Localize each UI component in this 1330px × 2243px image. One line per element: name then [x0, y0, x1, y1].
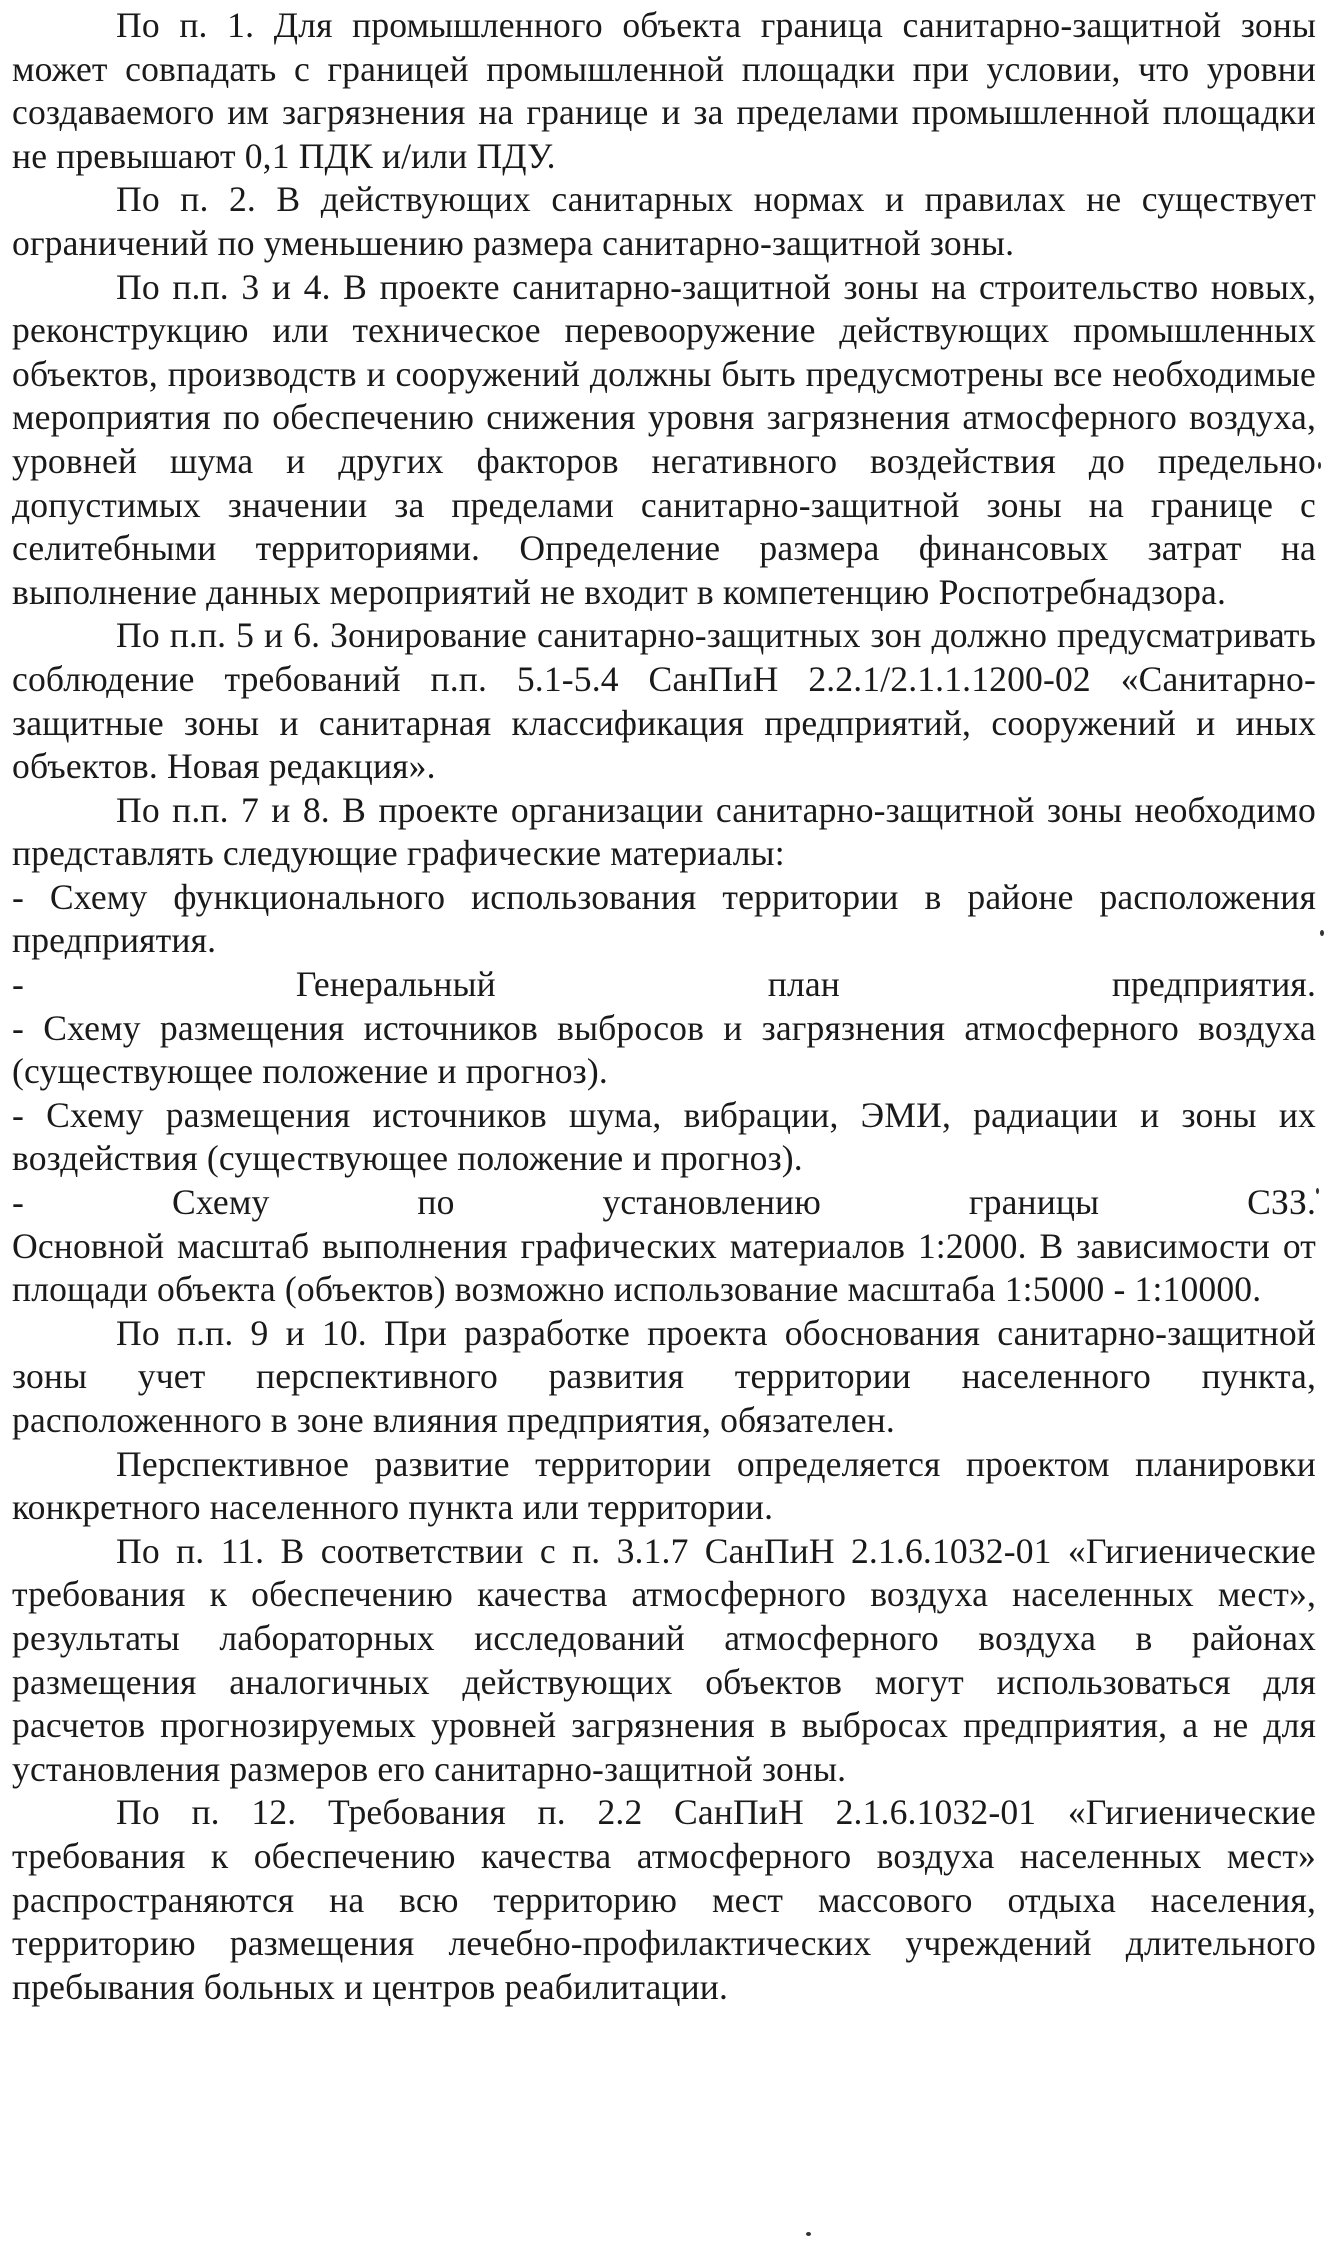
- list-item: - Схему размещения источников шума, вибрации, ЭМИ, радиации и зоны их воздействия (существующее положение и прогноз).: [12, 1094, 1316, 1179]
- paragraph-points-7-8: По п.п. 7 и 8. В проекте организации санитарно-защитной зоны необходимо представлять следующие графические материалы:: [12, 789, 1316, 874]
- list-item: - Генеральный план предприятия.: [12, 964, 1316, 1005]
- paragraph-point-2: По п. 2. В действующих санитарных нормах и правилах не существует ограничений по уменьшению размера санитарно-защитной зоны.: [12, 179, 1316, 263]
- scan-speck: [1316, 1188, 1319, 1194]
- paragraph-points-5-6: По п.п. 5 и 6. Зонирование санитарно-защитных зон должно предусматривать соблюдение требований п.п. 5.1-5.4 СанПиН 2.2.1/2.1.1.1200-02 «Санитарно-защитные зоны и санитарная классификация предприятий, сооружений и иных объектов. Новая редакция».: [12, 615, 1316, 787]
- list-item: - Схему по установлению границы СЗЗ.: [12, 1182, 1316, 1223]
- scan-speck: [1318, 462, 1321, 469]
- paragraph-points-3-4: По п.п. 3 и 4. В проекте санитарно-защитной зоны на строительство новых, реконструкцию или техническое перевооружение действующих промышленных объектов, производств и сооружений должны быть предусмотрены все необходимые мероприятия по обеспечению снижения уровня загрязнения атмосферного воздуха, уровней шума и других факторов негативного воздействия до предельно допустимых значении за пределами санитарно-защитной зоны на границе с селитебными территориями. Определение размера финансовых затрат на выполнение данных мероприятий не входит в компетенцию Роспотребнадзора.: [12, 266, 1316, 612]
- paragraph-point-11: По п. 11. В соответствии с п. 3.1.7 СанПиН 2.1.6.1032-01 «Гигиенические требования к обеспечению качества атмосферного воздуха населенных мест», результаты лабораторных исследований атмосферного воздуха в районах размещения аналогичных действующих объектов могут использоваться для расчетов прогнозируемых уровней загрязнения в выбросах предприятия, а не для установления размеров его санитарно-защитной зоны.: [12, 1530, 1316, 1789]
- paragraph-point-12: По п. 12. Требования п. 2.2 СанПиН 2.1.6.1032-01 «Гигиенические требования к обеспечению качества атмосферного воздуха населенных мест» распространяются на всю территорию мест массового отдыха населения, территорию размещения лечебно-профилактических учреждений длительного пребывания больных и центров реабилитации.: [12, 1792, 1316, 2007]
- paragraph-point-1: По п. 1. Для промышленного объекта граница санитарно-защитной зоны может совпадать с границей промышленной площадки при условии, что уровни создаваемого им загрязнения на границе и за пределами промышленной площадки не превышают 0,1 ПДК и/или ПДУ.: [12, 5, 1316, 176]
- paragraph-perspective: Перспективное развитие территории определяется проектом планировки конкретного населенного пункта или территории.: [12, 1443, 1316, 1528]
- scan-speck: [806, 2232, 811, 2236]
- paragraph-points-9-10: По п.п. 9 и 10. При разработке проекта обоснования санитарно-защитной зоны учет перспективного развития территории населенного пункта, расположенного в зоне влияния предприятия, обязателен.: [12, 1312, 1316, 1440]
- scan-speck: [1320, 930, 1324, 936]
- list-item: - Схему функционального использования территории в районе расположения предприятия.: [12, 876, 1316, 961]
- scale-note: Основной масштаб выполнения графических материалов 1:2000. В зависимости от площади объекта (объектов) возможно использование масштаба 1:5000 - 1:10000.: [12, 1225, 1316, 1310]
- list-item: - Схему размещения источников выбросов и загрязнения атмосферного воздуха (существующее положение и прогноз).: [12, 1007, 1316, 1092]
